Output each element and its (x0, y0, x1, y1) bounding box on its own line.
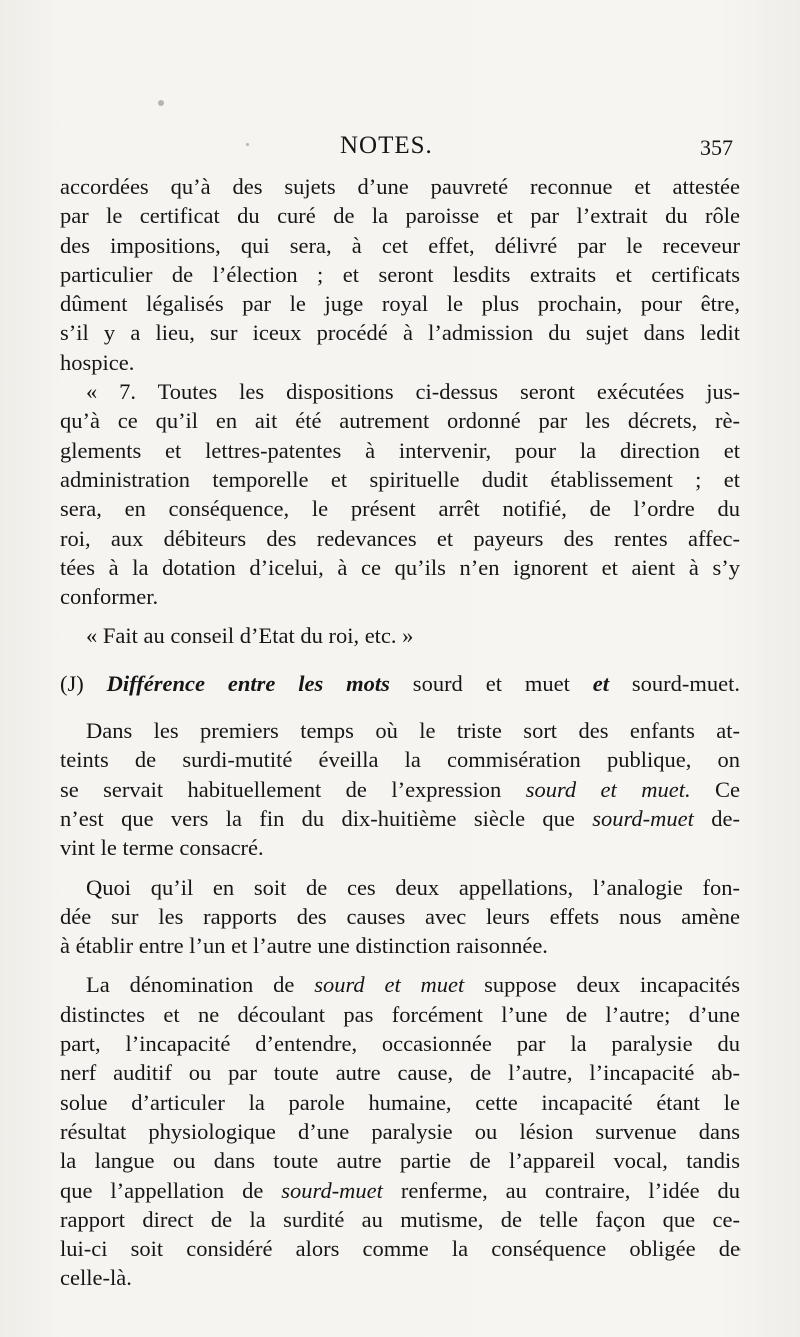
text-run: vint le terme consacré. (60, 835, 264, 861)
text-line (60, 553, 740, 582)
text-line (60, 318, 740, 347)
text-run: Ce (690, 776, 740, 802)
text-line (60, 231, 740, 260)
text-line (60, 436, 740, 465)
text-run: qu’à ce qu’il en ait été autrement ordonné par les décrets, rè- (60, 408, 740, 434)
emphasized-text: sourd-muet (592, 805, 694, 831)
text-line (60, 172, 740, 201)
emphasized-text: sourd et muet. (525, 776, 691, 802)
paragraph-spacer (60, 651, 740, 669)
running-head (0, 130, 800, 166)
text-run: glements et lettres-patentes à intervenir, pour la direction et (60, 437, 740, 463)
text-line (60, 833, 740, 862)
text-run: renferme, au contraire, l’idée du (382, 1177, 740, 1203)
text-run: se servait habituellement de l’expression (60, 776, 526, 802)
paragraph (60, 377, 740, 611)
section-heading (60, 669, 740, 698)
text-run: lui-ci soit considéré alors comme la conséquence obligée de (60, 1236, 740, 1262)
text-run: que l’appellation de (60, 1177, 282, 1203)
text-line (60, 1146, 740, 1175)
text-line (60, 1000, 740, 1029)
text-run: (J) (60, 670, 107, 696)
text-line (60, 1088, 740, 1117)
text-line (60, 931, 740, 960)
text-line (60, 1029, 740, 1058)
text-run: rapport direct de la surdité au mutisme, de telle façon que ce- (60, 1206, 740, 1232)
paper-speck (158, 100, 164, 106)
paragraph-spacer (60, 863, 740, 873)
text-run: Dans les premiers temps où le triste sort des enfants at- (86, 718, 740, 744)
emphasized-text: Différence entre les mots (106, 670, 390, 696)
text-run: « Fait au conseil d’Etat du roi, etc. » (86, 623, 414, 649)
text-run: distinctes et ne découlant pas forcément l’une de l’autre; d’une (60, 1001, 740, 1027)
text-run: n’est que vers la fin du dix-huitième siècle que (60, 805, 593, 831)
text-run: « 7. Toutes les dispositions ci-dessus seront exécutées jus- (86, 379, 740, 405)
text-run: à établir entre l’un et l’autre une distinction raisonnée. (60, 933, 548, 959)
paragraph (60, 970, 740, 1292)
text-line (60, 377, 740, 406)
paragraph-spacer (60, 698, 740, 716)
text-line (60, 775, 740, 804)
text-line (60, 260, 740, 289)
text-run: résultat physiologique d’une paralysie ou lésion survenue dans (60, 1118, 740, 1144)
text-run: administration temporelle et spirituelle dudit établissement ; et (60, 466, 740, 492)
paragraph (60, 716, 740, 862)
text-line (60, 1234, 740, 1263)
text-run: sourd-muet. (609, 670, 741, 696)
text-line (60, 201, 740, 230)
text-line (60, 465, 740, 494)
text-run: sourd et muet (389, 670, 593, 696)
text-run: hospice. (60, 349, 135, 375)
text-line (60, 406, 740, 435)
emphasized-text: et (592, 670, 609, 696)
emphasized-text: sourd-muet (281, 1177, 383, 1203)
text-line (60, 348, 740, 377)
text-line (60, 1205, 740, 1234)
text-run: roi, aux débiteurs des redevances et payeurs des rentes affec- (60, 525, 740, 551)
page-number: 357 (700, 135, 733, 160)
paragraph (60, 621, 740, 650)
text-line (60, 494, 740, 523)
text-line (60, 1117, 740, 1146)
text-run: part, l’incapacité d’entendre, occasionnée par la paralysie du (60, 1031, 740, 1057)
text-run: s’il y a lieu, sur iceux procédé à l’admission du sujet dans ledit (60, 320, 740, 346)
text-line (60, 621, 740, 650)
text-run: particulier de l’élection ; et seront lesdits extraits et certificats (60, 261, 740, 287)
text-run: de- (693, 805, 740, 831)
text-run: dûment légalisés par le juge royal le plus prochain, pour être, (60, 291, 740, 317)
text-line (60, 970, 740, 999)
text-line (60, 804, 740, 833)
text-line (60, 745, 740, 774)
text-line (60, 524, 740, 553)
text-run: suppose deux incapacités (464, 972, 740, 998)
text-run: La dénomination de (86, 972, 315, 998)
running-head-title: NOTES. (340, 132, 433, 159)
text-run: nerf auditif ou par toute autre cause, de l’autre, l’incapacité ab- (60, 1060, 740, 1086)
text-line (60, 1263, 740, 1292)
text-line (60, 1176, 740, 1205)
text-line (60, 1058, 740, 1087)
text-line (60, 902, 740, 931)
paragraph (60, 873, 740, 961)
text-run: Quoi qu’il en soit de ces deux appellations, l’analogie fon- (86, 874, 740, 900)
text-run: teints de surdi-mutité éveilla la commisération publique, on (60, 747, 740, 773)
text-run: tées à la dotation d’icelui, à ce qu’ils n’en ignorent et aient à s’y (60, 554, 740, 580)
emphasized-text: sourd et muet (314, 972, 465, 998)
text-run: solue d’articuler la parole humaine, cette incapacité étant le (60, 1089, 740, 1115)
text-run: celle-là. (60, 1265, 132, 1291)
text-run: la langue ou dans toute autre partie de l’appareil vocal, tandis (60, 1148, 740, 1174)
text-run: accordées qu’à des sujets d’une pauvreté reconnue et attestée (60, 174, 740, 199)
text-run: sera, en conséquence, le présent arrêt notifié, de l’ordre du (60, 496, 740, 522)
paragraph (60, 172, 740, 377)
text-line (60, 873, 740, 902)
text-line (60, 716, 740, 745)
text-line (60, 582, 740, 611)
text-run: conformer. (60, 584, 159, 610)
body-text (60, 172, 740, 1293)
text-run: par le certificat du curé de la paroisse et par l’extrait du rôle (60, 203, 740, 229)
text-run: des impositions, qui sera, à cet effet, délivré par le receveur (60, 232, 740, 258)
paragraph-spacer (60, 611, 740, 621)
text-line (60, 289, 740, 318)
text-run: dée sur les rapports des causes avec leurs effets nous amène (60, 903, 740, 929)
text-line (60, 669, 740, 698)
paragraph-spacer (60, 960, 740, 970)
